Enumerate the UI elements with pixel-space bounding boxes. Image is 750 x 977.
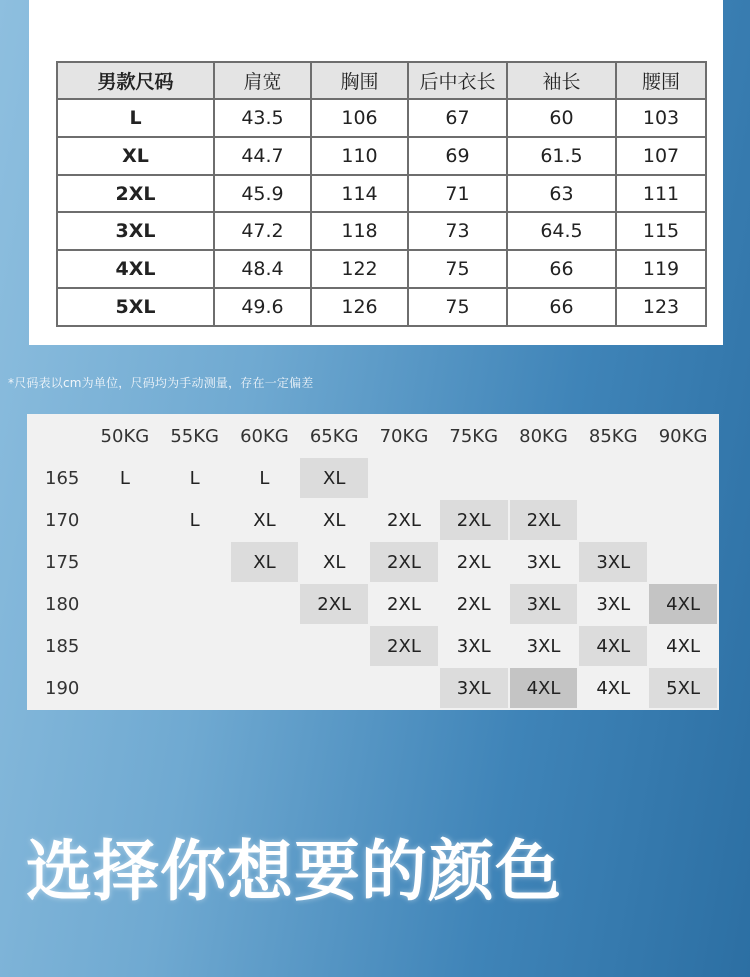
weight-header-row: [29, 416, 717, 456]
recommended-size-cell: [91, 542, 159, 582]
measurement-cell: 64.5: [507, 212, 616, 250]
height-row: [29, 500, 717, 540]
recommended-size-cell: 2XL: [370, 626, 438, 666]
recommended-size-cell: 4XL: [510, 668, 578, 708]
corner-cell: [29, 416, 89, 456]
measurement-cell: 122: [311, 250, 408, 288]
height-header: 175: [29, 542, 89, 582]
measurement-cell: 123: [616, 288, 706, 326]
recommended-size-cell: [300, 668, 368, 708]
recommended-size-cell: 4XL: [579, 626, 647, 666]
measurement-cell: 47.2: [214, 212, 311, 250]
size-label-cell: 3XL: [57, 212, 214, 250]
size-chart-header: 袖长: [507, 62, 616, 99]
measurement-cell: 48.4: [214, 250, 311, 288]
recommended-size-cell: 4XL: [579, 668, 647, 708]
weight-header: 70KG: [370, 416, 438, 456]
recommended-size-cell: 4XL: [649, 626, 717, 666]
recommended-size-cell: [91, 626, 159, 666]
size-chart-header: 腰围: [616, 62, 706, 99]
recommended-size-cell: L: [161, 458, 229, 498]
recommended-size-cell: 2XL: [370, 500, 438, 540]
recommended-size-cell: 2XL: [510, 500, 578, 540]
choose-color-headline: 选择你想要的颜色: [26, 833, 562, 910]
weight-header: 85KG: [579, 416, 647, 456]
measurement-cell: 75: [408, 288, 507, 326]
weight-header: 80KG: [510, 416, 578, 456]
size-chart-header-row: [57, 62, 706, 99]
size-reference-grid: [27, 414, 719, 710]
recommended-size-cell: [510, 458, 578, 498]
size-label-cell: 4XL: [57, 250, 214, 288]
size-chart-row: [57, 288, 706, 326]
measurement-cell: 44.7: [214, 137, 311, 175]
recommended-size-cell: XL: [231, 500, 299, 540]
recommended-size-cell: [91, 500, 159, 540]
size-chart-header: 后中衣长: [408, 62, 507, 99]
recommended-size-cell: XL: [300, 500, 368, 540]
recommended-size-cell: [649, 458, 717, 498]
size-label-cell: 5XL: [57, 288, 214, 326]
recommended-size-cell: L: [91, 458, 159, 498]
recommended-size-cell: 5XL: [649, 668, 717, 708]
recommended-size-cell: [649, 500, 717, 540]
size-reference-panel: [27, 414, 719, 710]
size-label-cell: L: [57, 99, 214, 137]
height-row: [29, 458, 717, 498]
recommended-size-cell: [161, 584, 229, 624]
height-header: 165: [29, 458, 89, 498]
measurement-cell: 106: [311, 99, 408, 137]
recommended-size-cell: L: [161, 500, 229, 540]
recommended-size-cell: 3XL: [510, 626, 578, 666]
recommended-size-cell: [231, 668, 299, 708]
measurement-cell: 114: [311, 175, 408, 213]
size-chart-header: 男款尺码: [57, 62, 214, 99]
recommended-size-cell: 2XL: [440, 500, 508, 540]
measurement-cell: 115: [616, 212, 706, 250]
recommended-size-cell: [370, 668, 438, 708]
measurement-cell: 61.5: [507, 137, 616, 175]
measurement-cell: 66: [507, 250, 616, 288]
recommended-size-cell: 3XL: [440, 626, 508, 666]
measurement-cell: 67: [408, 99, 507, 137]
measurement-cell: 45.9: [214, 175, 311, 213]
size-chart-row: [57, 212, 706, 250]
size-label-cell: 2XL: [57, 175, 214, 213]
recommended-size-cell: [231, 626, 299, 666]
recommended-size-cell: 2XL: [370, 542, 438, 582]
recommended-size-cell: 3XL: [579, 584, 647, 624]
measurement-cell: 107: [616, 137, 706, 175]
size-chart-row: [57, 250, 706, 288]
size-chart-row: [57, 175, 706, 213]
measurement-cell: 75: [408, 250, 507, 288]
measurement-cell: 111: [616, 175, 706, 213]
measurement-cell: 126: [311, 288, 408, 326]
recommended-size-cell: [370, 458, 438, 498]
size-chart-header: 胸围: [311, 62, 408, 99]
measurement-note: *尺码表以cm为单位，尺码均为手动测量，存在一定偏差: [8, 376, 314, 390]
recommended-size-cell: 3XL: [440, 668, 508, 708]
recommended-size-cell: 2XL: [370, 584, 438, 624]
size-chart-row: [57, 99, 706, 137]
recommended-size-cell: [440, 458, 508, 498]
measurement-cell: 119: [616, 250, 706, 288]
recommended-size-cell: [649, 542, 717, 582]
measurement-cell: 60: [507, 99, 616, 137]
recommended-size-cell: XL: [300, 542, 368, 582]
recommended-size-cell: 3XL: [579, 542, 647, 582]
recommended-size-cell: [91, 584, 159, 624]
measurement-cell: 103: [616, 99, 706, 137]
recommended-size-cell: [161, 668, 229, 708]
size-chart-table: [56, 61, 707, 327]
weight-header: 60KG: [231, 416, 299, 456]
recommended-size-cell: 2XL: [300, 584, 368, 624]
height-row: [29, 626, 717, 666]
measurement-cell: 49.6: [214, 288, 311, 326]
measurement-cell: 66: [507, 288, 616, 326]
height-row: [29, 542, 717, 582]
recommended-size-cell: [91, 668, 159, 708]
measurement-cell: 73: [408, 212, 507, 250]
recommended-size-cell: [161, 626, 229, 666]
weight-header: 90KG: [649, 416, 717, 456]
height-header: 185: [29, 626, 89, 666]
size-chart-row: [57, 137, 706, 175]
recommended-size-cell: 3XL: [510, 584, 578, 624]
measurement-cell: 43.5: [214, 99, 311, 137]
recommended-size-cell: [161, 542, 229, 582]
recommended-size-cell: XL: [300, 458, 368, 498]
size-chart-header: 肩宽: [214, 62, 311, 99]
measurement-cell: 118: [311, 212, 408, 250]
recommended-size-cell: 3XL: [510, 542, 578, 582]
measurement-cell: 69: [408, 137, 507, 175]
size-label-cell: XL: [57, 137, 214, 175]
recommended-size-cell: [231, 584, 299, 624]
measurement-cell: 71: [408, 175, 507, 213]
height-header: 180: [29, 584, 89, 624]
height-header: 170: [29, 500, 89, 540]
height-header: 190: [29, 668, 89, 708]
recommended-size-cell: L: [231, 458, 299, 498]
weight-header: 75KG: [440, 416, 508, 456]
weight-header: 65KG: [300, 416, 368, 456]
recommended-size-cell: XL: [231, 542, 299, 582]
recommended-size-cell: 2XL: [440, 584, 508, 624]
weight-header: 50KG: [91, 416, 159, 456]
recommended-size-cell: [579, 500, 647, 540]
height-row: [29, 584, 717, 624]
recommended-size-cell: [579, 458, 647, 498]
recommended-size-cell: 2XL: [440, 542, 508, 582]
recommended-size-cell: [300, 626, 368, 666]
height-row: [29, 668, 717, 708]
measurement-cell: 110: [311, 137, 408, 175]
weight-header: 55KG: [161, 416, 229, 456]
measurement-cell: 63: [507, 175, 616, 213]
recommended-size-cell: 4XL: [649, 584, 717, 624]
